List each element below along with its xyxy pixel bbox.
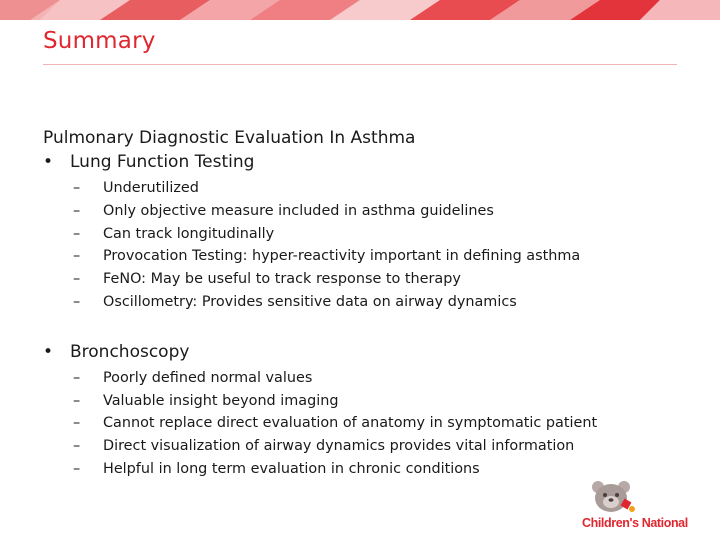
list-item-text: Valuable insight beyond imaging xyxy=(103,392,339,409)
header-pattern xyxy=(0,0,720,20)
sub-list xyxy=(73,367,683,481)
list-item xyxy=(73,200,683,223)
bullet-icon: • xyxy=(43,152,54,172)
list-item xyxy=(73,412,683,435)
header-pattern-band xyxy=(0,0,720,20)
section-label: Lung Function Testing xyxy=(70,152,255,172)
dash-icon: – xyxy=(73,180,81,196)
bear-icon xyxy=(584,478,644,518)
dash-icon: – xyxy=(73,415,81,432)
logo-text: Children's National xyxy=(582,516,688,530)
list-item xyxy=(73,223,683,246)
dash-icon: – xyxy=(73,248,81,265)
section-bronchoscopy xyxy=(43,340,683,481)
list-item-text: Cannot replace direct evaluation of anatomy in symptomatic patient xyxy=(103,415,598,432)
dash-icon: – xyxy=(73,369,81,386)
list-item xyxy=(73,177,683,200)
list-item xyxy=(73,291,683,314)
dash-icon: – xyxy=(73,225,81,242)
list-item xyxy=(73,390,683,413)
section-lung-function-testing xyxy=(43,150,683,314)
dash-icon: – xyxy=(73,202,81,219)
list-item-text: Poorly defined normal values xyxy=(103,369,313,386)
list-item xyxy=(73,245,683,268)
slide-content xyxy=(43,126,683,481)
slide-title: Summary xyxy=(43,28,156,54)
dash-icon: – xyxy=(73,293,81,310)
dash-icon: – xyxy=(73,460,81,477)
dash-icon: – xyxy=(73,438,81,455)
content-heading: Pulmonary Diagnostic Evaluation In Asthma xyxy=(43,128,416,148)
list-item xyxy=(73,435,683,458)
bullet-icon: • xyxy=(43,341,54,362)
list-item-text: Oscillometry: Provides sensitive data on airway dynamics xyxy=(103,293,517,310)
list-item-text: Underutilized xyxy=(103,180,199,196)
list-item xyxy=(73,268,683,291)
sub-list xyxy=(73,177,683,314)
section-label: Bronchoscopy xyxy=(70,341,190,362)
list-item-text: FeNO: May be useful to track response to therapy xyxy=(103,271,461,288)
dash-icon: – xyxy=(73,271,81,288)
list-item-text: Only objective measure included in asthma guidelines xyxy=(103,202,494,219)
dash-icon: – xyxy=(73,392,81,409)
childrens-national-logo xyxy=(578,478,708,534)
list-item-text: Can track longitudinally xyxy=(103,225,275,242)
list-item-text: Helpful in long term evaluation in chronic conditions xyxy=(103,460,480,477)
title-divider xyxy=(43,64,677,65)
list-item-text: Direct visualization of airway dynamics provides vital information xyxy=(103,438,575,455)
list-item-text: Provocation Testing: hyper-reactivity important in defining asthma xyxy=(103,248,581,265)
list-item xyxy=(73,367,683,390)
